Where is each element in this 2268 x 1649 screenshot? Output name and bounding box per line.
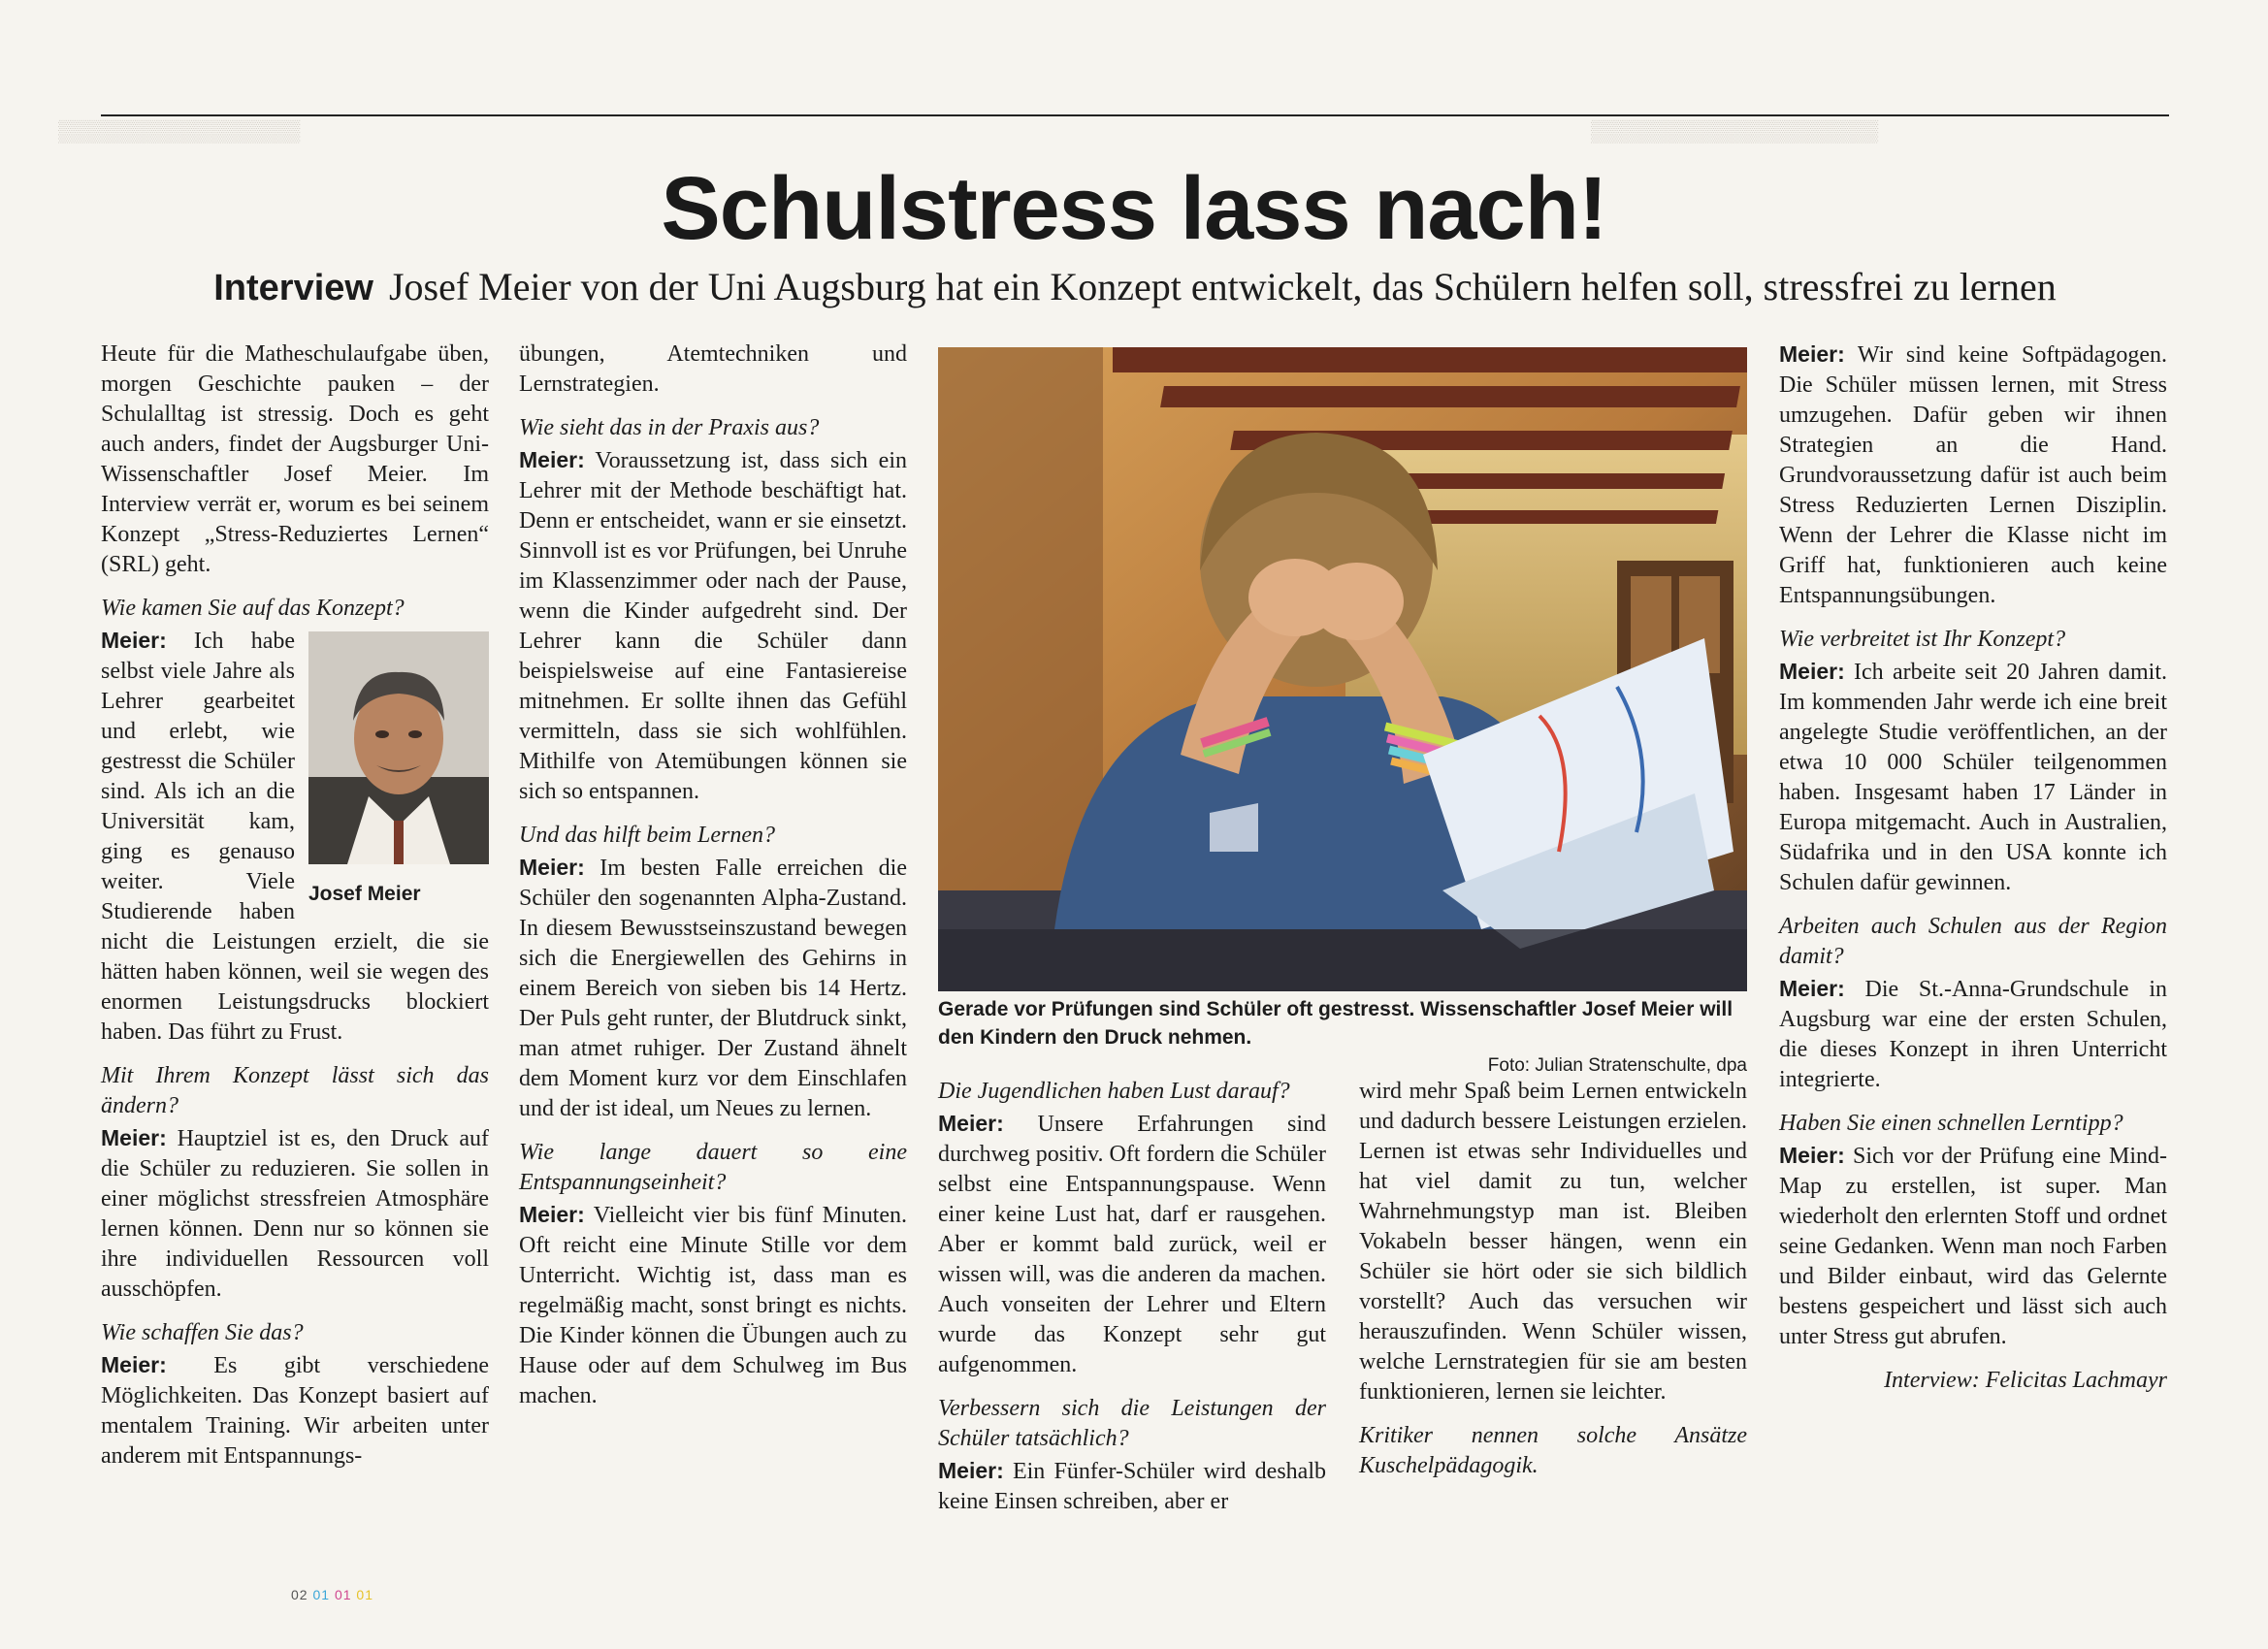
- speaker-label: Meier:: [1779, 341, 1845, 367]
- answer-text: Es gibt verschiedene Möglichkeiten. Das Konzept basiert auf mentalem Training. Wir arbeiten unter anderem mit Entspannungs-: [101, 1353, 489, 1469]
- answer: [101, 1123, 489, 1305]
- question: Die Jugendlichen haben Lust darauf?: [938, 1079, 1290, 1104]
- question: Kritiker nennen solche Ansätze Kuschelpädagogik.: [1359, 1423, 1747, 1478]
- subhead-kicker: Interview: [213, 268, 373, 308]
- speaker-label: Meier:: [1779, 659, 1845, 684]
- subheadline: [101, 260, 2169, 315]
- answer-text: Unsere Erfahrungen sind durchweg positiv. Oft fordern die Schüler selbst eine Entspannungspause. Wenn einer keine Lust hat, darf er rausgehen. Aber er kommt bald zurück, weil er wissen will, was die anderen da machen. Auch vonseiten der Lehrer und Eltern wurde das Konzept sehr gut aufgenommen.: [938, 1112, 1327, 1377]
- article-column-1: [101, 340, 489, 1485]
- top-rule: [101, 114, 2169, 116]
- question: Und das hilft beim Lernen?: [519, 823, 775, 848]
- portrait-figure: [308, 631, 489, 906]
- speaker-label: Meier:: [938, 1111, 1004, 1136]
- headline: Schulstress lass nach!: [661, 159, 1607, 258]
- answer: [1779, 974, 2167, 1095]
- speaker-label: Meier:: [1779, 1143, 1845, 1168]
- speaker-label: Meier:: [519, 447, 585, 472]
- answer-text: Die St.-Anna-Grundschule in Augsburg war eine der ersten Schulen, die dieses Konzept in ihren Unterricht integrierte.: [1779, 977, 2167, 1092]
- article-column-4: [1359, 1077, 1747, 1483]
- photo-caption: [938, 995, 1747, 1080]
- photo-caption-text: Gerade vor Prüfungen sind Schüler oft gestresst. Wissenschaftler Josef Meier will den Kindern den Druck nehmen.: [938, 998, 1733, 1049]
- speaker-label: Meier:: [101, 1352, 167, 1377]
- answer-text: Ich habe selbst viele Jahre als Lehrer gearbeitet und erlebt, wie gestresst die Schüler sind. Als ich an die Universität kam, ging es genauso weiter. Viele Studierende haben nicht die Leistungen erzielt, die sie hätten haben können, weil sie wegen des enormen Leistungsdrucks blockiert haben. Das führt zu Frust.: [101, 629, 489, 1045]
- answer-text: Im besten Falle erreichen die Schüler den sogenannten Alpha-Zustand. In diesem Bewusstseinszustand bewegen sich die Energiewellen des Gehirns in einem Bereich von sieben bis 14 Hertz. Der Puls geht runter, der Blutdruck sinkt, man atmet ruhiger. Der Zustand ähnelt dem Moment kurz vor dem Einschlafen und der ist ideal, um Neues zu lernen.: [519, 856, 908, 1121]
- answer: [101, 626, 489, 1048]
- photo-credit: Foto: Julian Stratenschulte, dpa: [1487, 1055, 1747, 1076]
- answer-text: Voraussetzung ist, dass sich ein Lehrer mit der Methode beschäftigt hat. Denn er entscheidet, wann er sie einsetzt. Sinnvoll ist es vor Prüfungen, bei Unruhe im Klassenzimmer oder nach der Pause, wenn die Kinder aufgedreht sind. Der Lehrer kann die Schüler dann beispielsweise auf eine Fantasiereise mitnehmen. Er sollte ihnen das Gefühl vermitteln, dass sie sich wohlfühlen. Mithilfe von Atemübungen können sie sich so entspannen.: [519, 448, 907, 804]
- question: Wie schaffen Sie das?: [101, 1320, 304, 1345]
- speaker-label: Meier:: [519, 855, 585, 880]
- print-mark: 01: [334, 1587, 352, 1602]
- answer: [1779, 657, 2167, 898]
- speaker-label: Meier:: [101, 628, 167, 653]
- question: Mit Ihrem Konzept lässt sich das ändern?: [101, 1063, 489, 1118]
- interviewer-credit: Interview: Felicitas Lachmayr: [1884, 1368, 2167, 1393]
- article-column-2: [519, 340, 907, 1425]
- answer: [1779, 1141, 2167, 1352]
- question: Arbeiten auch Schulen aus der Region damit?: [1779, 914, 2167, 969]
- speaker-label: Meier:: [101, 1125, 167, 1150]
- answer: [519, 1200, 907, 1411]
- bleed-through-text: ▒▒▒▒▒▒▒▒▒▒▒▒▒▒▒▒: [58, 118, 301, 143]
- answer: [1779, 340, 2167, 611]
- question: Haben Sie einen schnellen Lerntipp?: [1779, 1111, 2123, 1136]
- continued-text: wird mehr Spaß beim Lernen entwickeln und dadurch bessere Leistungen erzielen. Lernen ist etwas sehr Individuelles und hat viel damit zu tun, welcher Wahrnehmungstyp man ist. Bleiben Vokabeln besser hängen, wenn ein Schüler sie hört oder sie sich bildlich vorstellt? Auch das versuchen wir herauszufinden. Wenn Schüler wissen, welche Lernstrategien für sie am besten funktionieren, lernen sie leichter.: [1359, 1079, 1747, 1405]
- portrait-photo: [308, 631, 489, 864]
- answer: [938, 1109, 1326, 1380]
- question: Wie kamen Sie auf das Konzept?: [101, 596, 405, 621]
- print-registration-marks: [291, 1587, 373, 1602]
- bleed-through-text: ▒▒▒▒▒▒▒▒▒▒▒▒▒▒▒▒▒▒▒: [1591, 118, 1879, 143]
- continued-text: übungen, Atemtechniken und Lernstrategien.: [519, 341, 907, 397]
- print-mark: 01: [312, 1587, 331, 1602]
- subhead-text: Josef Meier von der Uni Augsburg hat ein Konzept entwickelt, das Schülern helfen soll, stressfrei zu lernen: [388, 265, 2057, 308]
- speaker-label: Meier:: [1779, 976, 1845, 1001]
- answer: [519, 853, 907, 1124]
- answer-text: Ein Fünfer-Schüler wird deshalb keine Einsen schreiben, aber er: [938, 1459, 1326, 1514]
- answer-text: Vielleicht vier bis fünf Minuten. Oft reicht eine Minute Stille vor dem Unterricht. Wichtig ist, dass man es regelmäßig macht, sonst bringt es nichts. Die Kinder können die Übungen auch zu Hause oder auf dem Schulweg im Bus machen.: [519, 1203, 907, 1408]
- answer: [519, 445, 907, 807]
- answer-text: Hauptziel ist es, den Druck auf die Schüler zu reduzieren. Sie sollen in einer möglichst stressfreien Atmosphäre lernen können. Denn nur so können sie ihre individuellen Ressourcen voll ausschöpfen.: [101, 1126, 490, 1302]
- speaker-label: Meier:: [938, 1458, 1004, 1483]
- print-mark: 02: [291, 1587, 308, 1602]
- portrait-caption: Josef Meier: [308, 883, 421, 905]
- speaker-label: Meier:: [519, 1202, 585, 1227]
- question: Wie sieht das in der Praxis aus?: [519, 415, 820, 440]
- article-column-3: [938, 1077, 1326, 1531]
- print-mark: 01: [356, 1587, 373, 1602]
- answer: [101, 1350, 489, 1471]
- question: Verbessern sich die Leistungen der Schüler tatsächlich?: [938, 1396, 1326, 1451]
- question: Wie verbreitet ist Ihr Konzept?: [1779, 627, 2066, 652]
- question: Wie lange dauert so eine Entspannungseinheit?: [519, 1140, 907, 1195]
- answer: [938, 1456, 1326, 1517]
- article-column-5: [1779, 340, 2167, 1409]
- answer-text: Ich arbeite seit 20 Jahren damit. Im kommenden Jahr werde ich eine breit angelegte Studie veröffentlichen, an der etwa 10 000 Schüler teilgenommen haben. Insgesamt haben 17 Länder in Europa mitgemacht. Auch in Australien, Südafrika und in den USA konnte ich Schulen dafür gewinnen.: [1779, 660, 2167, 895]
- article-photo: [938, 347, 1747, 991]
- answer-text: Wir sind keine Softpädagogen. Die Schüler müssen lernen, mit Stress umzugehen. Dafür geben wir ihnen Strategien an die Hand. Grundvoraussetzung dafür ist auch beim Stress Reduzierten Lernen Disziplin. Wenn der Lehrer die Klasse nicht im Griff hat, funktionieren auch keine Entspannungsübungen.: [1779, 342, 2167, 608]
- intro-paragraph: Heute für die Matheschulaufgabe üben, morgen Geschichte pauken – der Schulalltag ist stressig. Doch es geht auch anders, findet der Augsburger Uni-Wissenschaftler Josef Meier. Im Interview verrät er, worum es bei seinem Konzept „Stress-Reduziertes Lernen“ (SRL) geht.: [101, 341, 489, 577]
- answer-text: Sich vor der Prüfung eine Mind-Map zu erstellen, ist super. Man wiederholt den erlernten Stoff und ordnet seine Gedanken. Wenn man noch Farben und Bilder einbaut, wird das Gelernte bestens gespeichert und lässt sich auch unter Stress gut abrufen.: [1779, 1144, 2168, 1349]
